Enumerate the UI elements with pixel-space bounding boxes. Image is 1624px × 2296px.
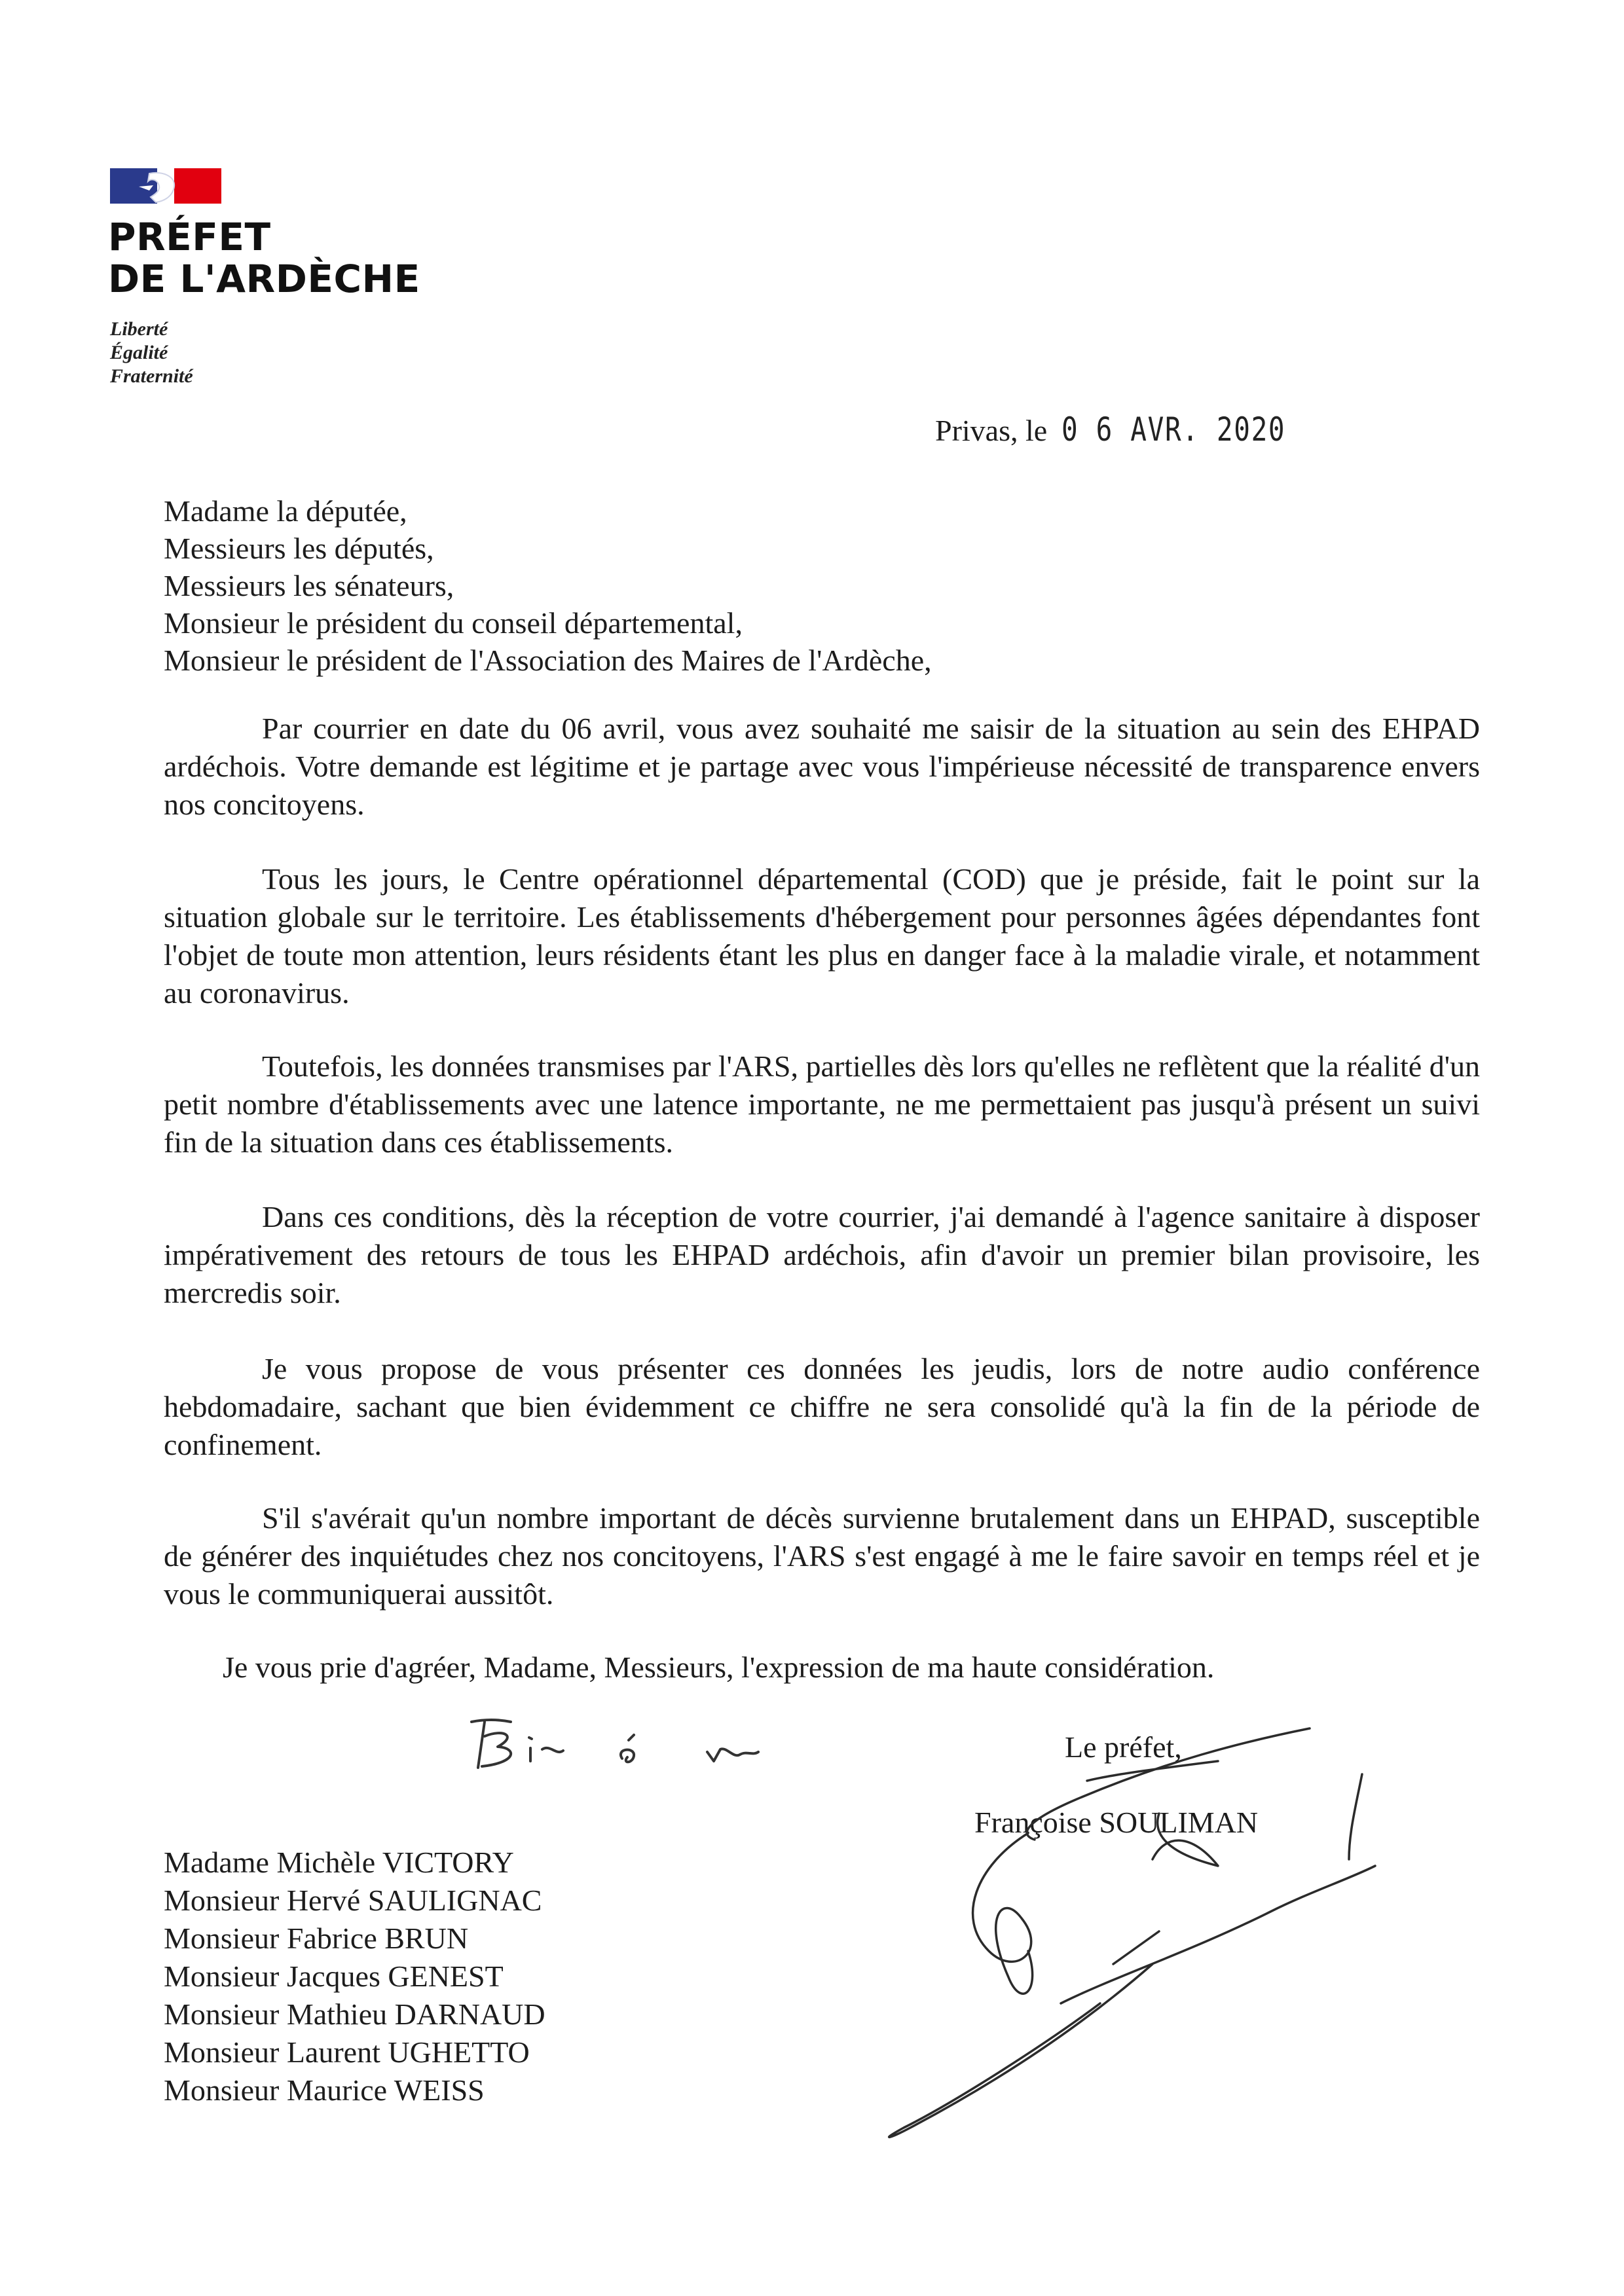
handwritten-signature [851,1702,1388,2147]
body-paragraph-1: Par courrier en date du 06 avril, vous avez souhaité me saisir de la situation au sein des EHPAD ardéchois. Votre demande est légitime et je partage avec vous l'impérieuse nécessité de transparence envers nos concitoyens. [164,712,1480,821]
salutation-line: Monsieur le président de l'Association des Maires de l'Ardèche, [164,644,932,677]
handwritten-note [458,1696,851,1781]
republic-motto [110,318,193,388]
date-stamp: 0 6 AVR. 2020 [1061,410,1286,448]
motto-fraternite: Fraternité [110,365,193,387]
addressee-item: Monsieur Hervé SAULIGNAC [164,1884,542,1917]
addressee-item: Monsieur Jacques GENEST [164,1959,504,1993]
signatory-title: Le préfet, [1065,1730,1182,1764]
salutation-line: Messieurs les sénateurs, [164,569,454,602]
salutation-block [164,492,932,679]
addressee-item: Madame Michèle VICTORY [164,1846,514,1879]
body-paragraph-2: Tous les jours, le Centre opérationnel départemental (COD) que je préside, fait le point sur la situation globale sur le territoire. Les établissements d'hébergement pour personnes âgées dépendantes font l'objet de toute mon attention, leurs résidents étant les plus en danger face à la maladie virale, et notamment au coronavirus. [164,862,1480,1010]
body-paragraph-6: S'il s'avérait qu'un nombre important de décès survienne brutalement dans un EHPAD, susceptible de générer des inquiétudes chez nos concitoyens, l'ARS s'est engagé à me le faire savoir en temps réel et je vous le communiquerai aussitôt. [164,1501,1480,1611]
date-place: Privas, le [935,414,1048,447]
organization-line-2: DE L'ARDÈCHE [108,257,420,301]
salutation-line: Madame la députée, [164,494,407,528]
salutation-line: Monsieur le président du conseil départemental, [164,606,743,640]
addressee-item: Monsieur Maurice WEISS [164,2073,485,2107]
organization-line-1: PRÉFET [108,215,271,259]
organization-name [108,216,420,300]
addressee-list [164,1844,545,2109]
salutation-line: Messieurs les députés, [164,532,434,565]
motto-egalite: Égalité [110,342,168,363]
signatory-name: Françoise SOULIMAN [974,1806,1259,1839]
marianne-flag-icon [110,167,221,205]
body-paragraph-5: Je vous propose de vous présenter ces données les jeudis, lors de notre audio conférence hebdomadaire, sachant que bien évidemment ce chiffre ne sera consolidé qu'à la fin de la période de confinement. [164,1352,1480,1461]
closing-formula: Je vous prie d'agréer, Madame, Messieurs, l'expression de ma haute considération. [223,1650,1215,1684]
body-paragraph-3: Toutefois, les données transmises par l'ARS, partielles dès lors qu'elles ne reflètent que la réalité d'un petit nombre d'établissements avec une latence importante, ne me permettaient pas jusqu'à présent un suivi fin de la situation dans ces établissements. [164,1049,1480,1159]
motto-liberte: Liberté [110,318,168,340]
addressee-item: Monsieur Laurent UGHETTO [164,2035,530,2069]
addressee-item: Monsieur Mathieu DARNAUD [164,1997,545,2031]
addressee-item: Monsieur Fabrice BRUN [164,1922,469,1955]
body-paragraph-4: Dans ces conditions, dès la réception de votre courrier, j'ai demandé à l'agence sanitaire à disposer impérativement des retours de tous les EHPAD ardéchois, afin d'avoir un premier bilan provisoire, les mercredis soir. [164,1200,1480,1309]
date-line [935,411,1335,449]
